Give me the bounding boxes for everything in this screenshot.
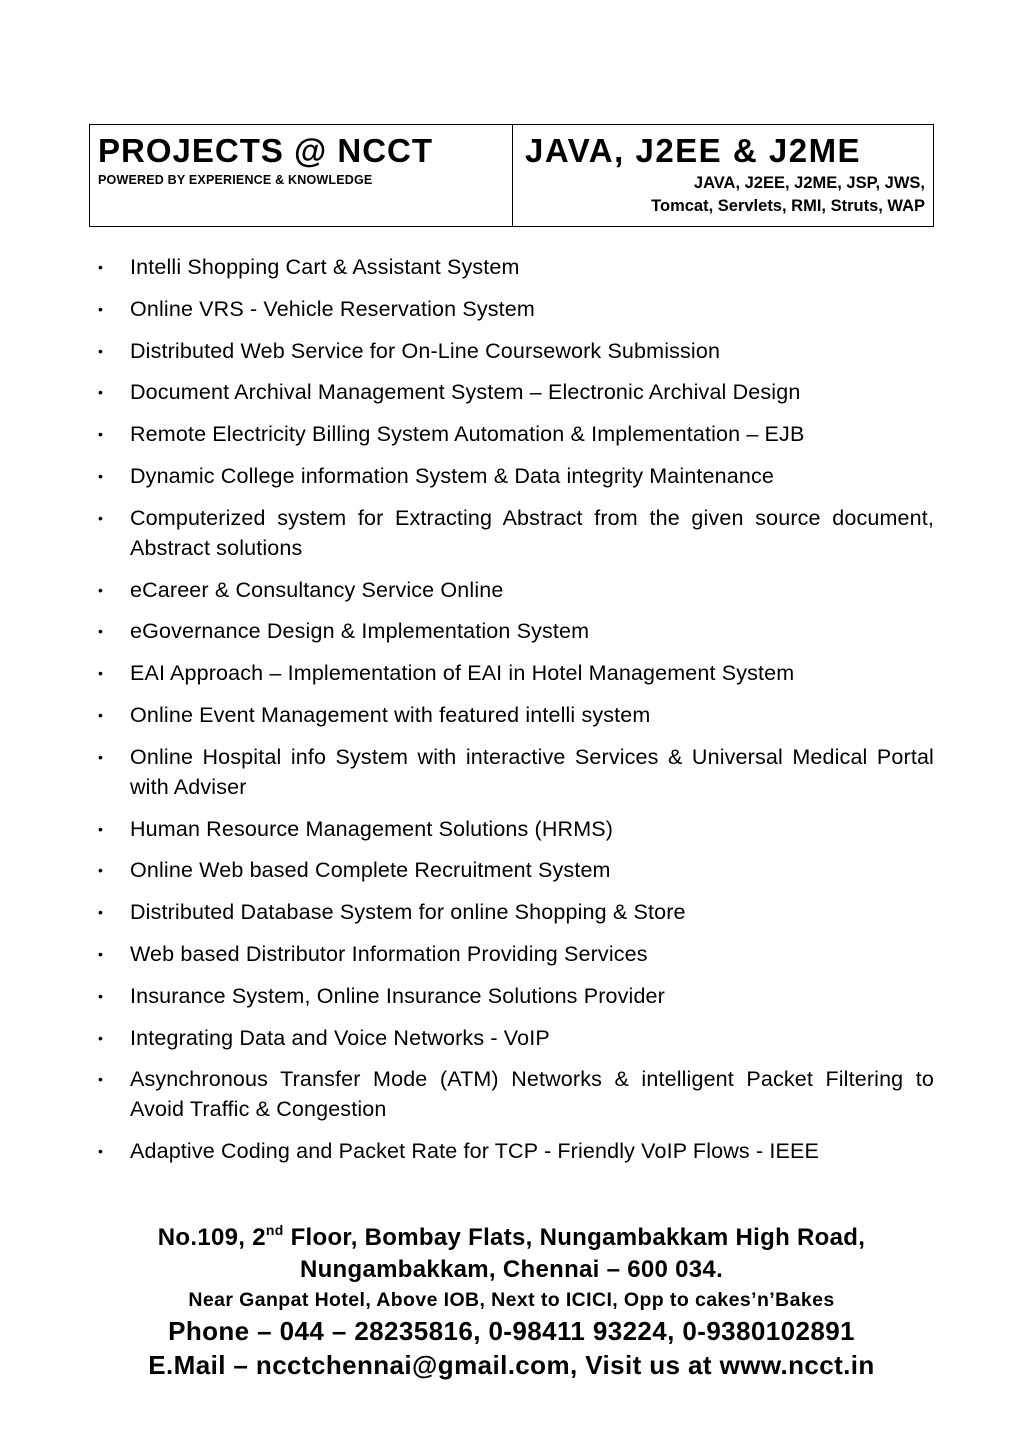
project-item — [98, 252, 934, 282]
project-title: Distributed Database System for online Shopping & Store — [130, 900, 686, 925]
project-item — [98, 419, 934, 449]
bullet-icon: • — [98, 426, 104, 443]
city-line: Nungambakkam, Chennai – 600 034. — [299, 1256, 724, 1283]
bullet-icon: • — [98, 945, 104, 962]
project-title: Online Hospital info System with interactive Services & Universal Medical Portal with Adviser — [130, 744, 934, 799]
project-title: Computerized system for Extracting Abstract from the given source document, Abstract solutions — [130, 505, 934, 560]
project-item — [98, 742, 934, 802]
bullet-icon: • — [98, 1143, 104, 1160]
project-title: Insurance System, Online Insurance Solutions Provider — [130, 983, 665, 1008]
brand-panel — [90, 125, 513, 226]
bullet-icon: • — [98, 987, 104, 1004]
address-prefix: No.109, 2 — [157, 1224, 266, 1251]
bullet-icon: • — [98, 748, 104, 765]
project-title: Human Resource Management Solutions (HRMS) — [130, 816, 614, 841]
brand-title: PROJECTS @ NCCT — [98, 132, 434, 169]
bullet-icon: • — [98, 904, 104, 921]
project-item — [98, 294, 934, 324]
project-title: eGovernance Design & Implementation System — [130, 619, 590, 644]
project-title: Dynamic College information System & Data integrity Maintenance — [130, 463, 774, 488]
bullet-icon: • — [98, 384, 104, 401]
bullet-icon: • — [98, 862, 104, 879]
project-item — [98, 814, 934, 844]
bullet-icon: • — [98, 259, 104, 275]
project-item — [98, 1064, 934, 1124]
project-title: Remote Electricity Billing System Automation & Implementation – EJB — [130, 422, 805, 447]
tech-list-line-1: JAVA, J2EE, J2ME, JSP, JWS, — [693, 174, 925, 192]
project-title: Online VRS - Vehicle Reservation System — [130, 296, 535, 321]
project-title: Asynchronous Transfer Mode (ATM) Networks & intelligent Packet Filtering to Avoid Traffic & Congestion — [130, 1067, 934, 1122]
brand-tagline: POWERED BY EXPERIENCE & KNOWLEDGE — [98, 173, 373, 187]
project-item — [98, 1023, 934, 1053]
project-title: Online Event Management with featured intelli system — [130, 702, 651, 727]
tech-title: JAVA, J2EE & J2ME — [525, 132, 862, 169]
bullet-icon: • — [98, 509, 104, 526]
email-web-line: E.Mail – ncctchennai@gmail.com, Visit us at www.ncct.in — [148, 1350, 875, 1380]
bullet-icon: • — [98, 820, 104, 837]
landmark-line: Near Ganpat Hotel, Above IOB, Next to ICICI, Opp to cakes’n’Bakes — [188, 1289, 835, 1311]
phone-line: Phone – 044 – 28235816, 0-98411 93224, 0-9380102891 — [168, 1316, 855, 1346]
project-title: EAI Approach – Implementation of EAI in Hotel Management System — [130, 661, 795, 686]
project-title: Web based Distributor Information Providing Services — [130, 941, 648, 966]
project-item — [98, 855, 934, 885]
project-item — [98, 575, 934, 605]
project-title: Integrating Data and Voice Networks - VoIP — [130, 1025, 550, 1050]
project-item — [98, 377, 934, 407]
project-title: Adaptive Coding and Packet Rate for TCP - Friendly VoIP Flows - IEEE — [130, 1139, 819, 1164]
bullet-icon: • — [98, 300, 104, 317]
address-ordinal: nd — [265, 1222, 284, 1238]
bullet-icon: • — [98, 706, 104, 723]
bullet-icon: • — [98, 581, 104, 598]
bullet-icon: • — [98, 665, 104, 682]
project-title: Intelli Shopping Cart & Assistant System — [130, 255, 520, 279]
project-list — [98, 252, 934, 1178]
project-item — [98, 897, 934, 927]
tech-list-line-2: Tomcat, Servlets, RMI, Struts, WAP — [651, 197, 925, 215]
project-item — [98, 616, 934, 646]
bullet-icon: • — [98, 1029, 104, 1046]
project-item — [98, 981, 934, 1011]
project-title: Distributed Web Service for On-Line Coursework Submission — [130, 338, 721, 363]
project-item — [98, 336, 934, 366]
tech-panel — [513, 125, 933, 226]
bullet-icon: • — [98, 1071, 104, 1088]
project-item — [98, 939, 934, 969]
project-item — [98, 1136, 934, 1166]
address-line — [89, 1222, 934, 1254]
project-title: Document Archival Management System – Electronic Archival Design — [130, 380, 801, 405]
bullet-icon: • — [98, 342, 104, 359]
address-suffix: Floor, Bombay Flats, Nungambakkam High Road, — [283, 1224, 866, 1251]
bullet-icon: • — [98, 623, 104, 640]
project-item — [98, 461, 934, 491]
header-box — [89, 124, 934, 227]
project-item — [98, 658, 934, 688]
project-item — [98, 700, 934, 730]
bullet-icon: • — [98, 467, 104, 484]
project-title: eCareer & Consultancy Service Online — [130, 577, 504, 602]
project-item — [98, 503, 934, 563]
contact-footer — [89, 1222, 934, 1382]
tech-list — [525, 172, 925, 218]
project-title: Online Web based Complete Recruitment System — [130, 858, 611, 883]
